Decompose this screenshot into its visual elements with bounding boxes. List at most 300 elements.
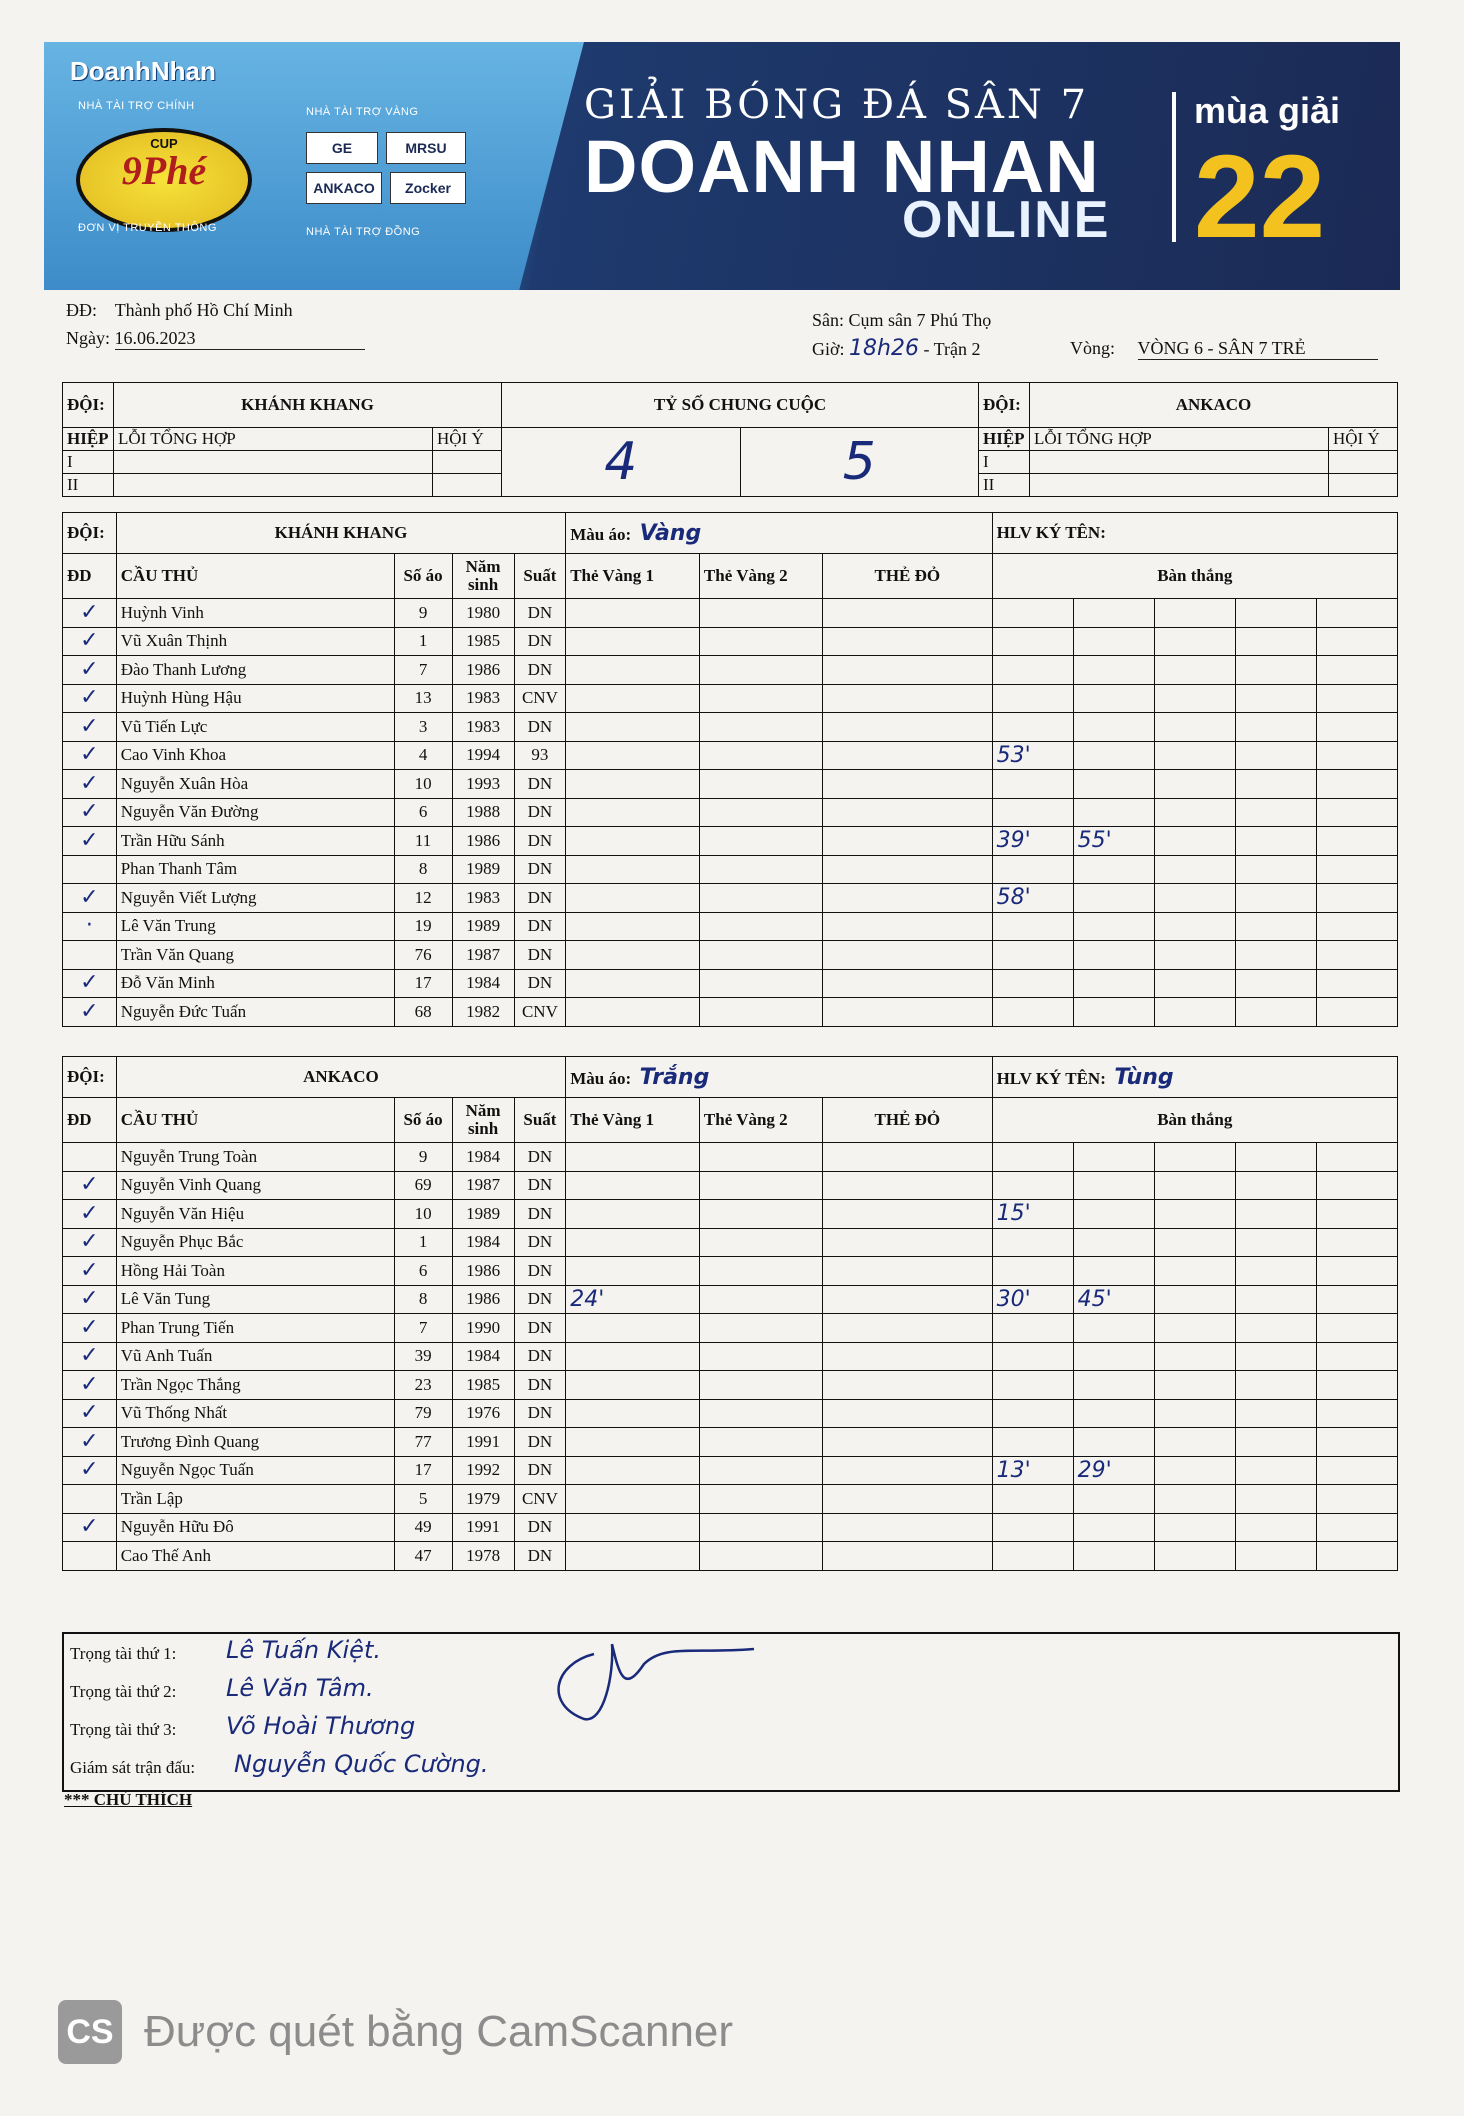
player-row: [63, 1342, 1398, 1371]
player-slot: DN: [514, 1342, 566, 1371]
red-card: [823, 912, 993, 941]
red-card: [823, 1542, 993, 1571]
shirt-color-a: Màu áo: Vàng: [566, 513, 992, 554]
goal-minute: [1073, 599, 1154, 628]
team-a-roster: ĐỘI: KHÁNH KHANG Màu áo: Vàng HLV KÝ TÊN: ĐD CẦU THỦ Số áo Năm sinh Suất Thẻ Vàng 1 Thẻ Vàng 2 THẺ ĐỎ Bàn thắng ✓ Huỳnh Vinh 9 1980 DN ✓ Vũ Xuân Thịnh 1 1985 DN ✓ Đào Thanh Lương 7 1986 DN ✓ Huỳnh Hùng Hậu 13 1983 CNV ✓ Vũ Tiến Lực 3 1983 DN ✓ Cao Vinh Khoa 4 1994 93 53' ✓ Nguyễn Xuân Hòa 10 1993 DN ✓ Nguyễn Văn Đường 6 1988 DN ✓ Trần Hữu Sánh 11 1986 DN 39' 55' Phan Thanh Tâm 8 1989 DN ✓ Nguyễn Viết Lượng 12 1983 DN 58' · Lê Văn Trung 19 1989 DN Trần Văn Quang 76 1987 DN ✓ Đỗ Văn Minh 17 1984 DN ✓ Nguyễn Đức Tuấn 68 1982 CNV: [62, 512, 1398, 1027]
goal-minute: [1235, 827, 1316, 856]
yellow-card-2: [699, 798, 822, 827]
player-name: Lê Văn Tung: [116, 1285, 394, 1314]
shirt-number: 10: [394, 770, 452, 799]
goal-minute: [1154, 770, 1235, 799]
goal-minute: [1154, 941, 1235, 970]
player-row: [63, 713, 1398, 742]
goal-minute: [1154, 1399, 1235, 1428]
yellow-card-1: [566, 1428, 700, 1457]
red-card: [823, 656, 993, 685]
goal-minute: [1316, 1428, 1397, 1457]
player-row: [63, 1428, 1398, 1457]
supervisor-signature: Nguyễn Quốc Cường.: [234, 1750, 489, 1778]
goal-minute: [1073, 941, 1154, 970]
goal-minute: [1154, 798, 1235, 827]
player-name: Phan Thanh Tâm: [116, 855, 394, 884]
camscanner-icon: CS: [58, 2000, 122, 2064]
red-card: [823, 684, 993, 713]
yellow-card-2: [699, 827, 822, 856]
shirt-number: 1: [394, 627, 452, 656]
red-card: [823, 941, 993, 970]
player-name: Đỗ Văn Minh: [116, 969, 394, 998]
goal-minute: [1316, 941, 1397, 970]
yellow-card-2: [699, 1371, 822, 1400]
birth-year: 1976: [452, 1399, 514, 1428]
shirt-number: 13: [394, 684, 452, 713]
location-row: ĐĐ: Thành phố Hồ Chí Minh: [66, 300, 293, 320]
goal-minute: [1316, 827, 1397, 856]
player-slot: DN: [514, 912, 566, 941]
goal-minute: [1235, 1399, 1316, 1428]
attendance-check: ✓: [63, 1228, 117, 1257]
attendance-check: ✓: [63, 599, 117, 628]
goal-minute: [1235, 998, 1316, 1027]
red-card: [823, 1171, 993, 1200]
attendance-check: ✓: [63, 1513, 117, 1542]
yellow-card-2: [699, 1200, 822, 1229]
birth-year: 1986: [452, 827, 514, 856]
player-slot: DN: [514, 969, 566, 998]
player-row: [63, 770, 1398, 799]
attendance-check: [63, 941, 117, 970]
gold-sponsor-label: NHÀ TÀI TRỢ VÀNG: [306, 106, 419, 118]
time-row: Giờ: 18h26 - Trận 2: [812, 336, 981, 361]
red-card: [823, 1314, 993, 1343]
player-slot: DN: [514, 884, 566, 913]
yellow-card-2: [699, 741, 822, 770]
shirt-color-b: Màu áo: Trắng: [566, 1057, 992, 1098]
goal-minute: [1073, 1257, 1154, 1286]
shirt-number: 76: [394, 941, 452, 970]
attendance-check: ✓: [63, 770, 117, 799]
birth-year: 1993: [452, 770, 514, 799]
player-slot: DN: [514, 627, 566, 656]
goal-minute: [992, 1542, 1073, 1571]
cup-9phe-logo: CUP 9Phé: [76, 128, 252, 232]
goal-minute: [1154, 1542, 1235, 1571]
yellow-card-2: [699, 770, 822, 799]
goal-minute: [1235, 1513, 1316, 1542]
goal-minute: [1073, 1143, 1154, 1172]
player-name: Nguyễn Đức Tuấn: [116, 998, 394, 1027]
shirt-number: 39: [394, 1342, 452, 1371]
shirt-number: 9: [394, 1143, 452, 1172]
referee-scribble-signature: [524, 1634, 804, 1734]
red-card: [823, 1513, 993, 1542]
player-slot: DN: [514, 798, 566, 827]
red-card: [823, 1228, 993, 1257]
final-score-label: TỶ SỐ CHUNG CUỘC: [502, 383, 979, 428]
player-slot: DN: [514, 1285, 566, 1314]
player-slot: CNV: [514, 1485, 566, 1514]
player-slot: DN: [514, 656, 566, 685]
shirt-number: 79: [394, 1399, 452, 1428]
goal-minute: [992, 627, 1073, 656]
player-name: Huỳnh Vinh: [116, 599, 394, 628]
goal-minute: 53': [992, 741, 1073, 770]
player-name: Vũ Tiến Lực: [116, 713, 394, 742]
player-row: [63, 1542, 1398, 1571]
yellow-card-1: [566, 855, 700, 884]
player-slot: DN: [514, 1200, 566, 1229]
goal-minute: [1316, 1171, 1397, 1200]
shirt-number: 12: [394, 884, 452, 913]
goal-minute: [1316, 656, 1397, 685]
sponsor-logo-mrsu: MRSU: [386, 132, 466, 164]
player-row: [63, 827, 1398, 856]
goal-minute: 45': [1073, 1285, 1154, 1314]
red-card: [823, 1200, 993, 1229]
goal-minute: [992, 1399, 1073, 1428]
goal-minute: [992, 770, 1073, 799]
player-row: [63, 1314, 1398, 1343]
player-slot: 93: [514, 741, 566, 770]
birth-year: 1987: [452, 941, 514, 970]
player-slot: DN: [514, 941, 566, 970]
supervisor-label: Giám sát trận đấu:: [70, 1758, 196, 1777]
red-card: [823, 884, 993, 913]
shirt-number: 68: [394, 998, 452, 1027]
player-name: Huỳnh Hùng Hậu: [116, 684, 394, 713]
goal-minute: [1073, 884, 1154, 913]
red-card: [823, 1456, 993, 1485]
red-card: [823, 770, 993, 799]
goal-minute: [1154, 1428, 1235, 1457]
player-slot: DN: [514, 1371, 566, 1400]
attendance-check: ✓: [63, 827, 117, 856]
team-a-roster-name: KHÁNH KHANG: [116, 513, 566, 554]
yellow-card-2: [699, 1143, 822, 1172]
player-row: [63, 741, 1398, 770]
player-row: [63, 884, 1398, 913]
goal-minute: [1154, 884, 1235, 913]
title-line-1: GIẢI BÓNG ĐÁ SÂN 7: [584, 82, 1090, 128]
red-card: [823, 798, 993, 827]
player-slot: DN: [514, 855, 566, 884]
venue-value: Cụm sân 7 Phú Thọ: [848, 310, 992, 330]
date-row: Ngày: 16.06.2023: [66, 328, 365, 350]
yellow-card-1: [566, 1513, 700, 1542]
birth-year: 1980: [452, 599, 514, 628]
attendance-check: ✓: [63, 1399, 117, 1428]
goal-minute: [992, 855, 1073, 884]
yellow-card-1: [566, 1171, 700, 1200]
player-row: [63, 1143, 1398, 1172]
birth-year: 1989: [452, 912, 514, 941]
yellow-card-1: [566, 969, 700, 998]
sponsor-logo-zocker: Zocker: [390, 172, 466, 204]
player-name: Đào Thanh Lương: [116, 656, 394, 685]
player-slot: DN: [514, 1542, 566, 1571]
goal-minute: [1235, 1456, 1316, 1485]
player-slot: DN: [514, 1143, 566, 1172]
goal-minute: [1073, 969, 1154, 998]
attendance-check: ✓: [63, 998, 117, 1027]
sponsor-logo-ge: GE: [306, 132, 378, 164]
birth-year: 1984: [452, 1228, 514, 1257]
player-row: [63, 1285, 1398, 1314]
player-name: Trương Đình Quang: [116, 1428, 394, 1457]
player-row: [63, 1399, 1398, 1428]
yellow-card-2: [699, 912, 822, 941]
goal-minute: [1073, 1428, 1154, 1457]
goal-minute: [1235, 713, 1316, 742]
goal-minute: [1316, 1200, 1397, 1229]
player-row: [63, 684, 1398, 713]
yellow-card-1: [566, 770, 700, 799]
shirt-number: 19: [394, 912, 452, 941]
goal-minute: [1235, 1371, 1316, 1400]
red-card: [823, 1371, 993, 1400]
goal-minute: [1316, 912, 1397, 941]
attendance-check: [63, 855, 117, 884]
goal-minute: [1154, 855, 1235, 884]
yellow-card-1: [566, 656, 700, 685]
yellow-card-2: [699, 1314, 822, 1343]
goal-minute: [1073, 770, 1154, 799]
attendance-check: ✓: [63, 1171, 117, 1200]
red-card: [823, 998, 993, 1027]
yellow-card-1: [566, 627, 700, 656]
yellow-card-1: [566, 1371, 700, 1400]
red-card: [823, 599, 993, 628]
attendance-check: ✓: [63, 969, 117, 998]
goal-minute: [1154, 741, 1235, 770]
referee-3-label: Trọng tài thứ 3:: [70, 1720, 177, 1739]
birth-year: 1990: [452, 1314, 514, 1343]
notes-label: *** CHÚ THÍCH: [64, 1790, 193, 1809]
player-row: [63, 599, 1398, 628]
goal-minute: [1316, 1314, 1397, 1343]
birth-year: 1982: [452, 998, 514, 1027]
goal-minute: [1316, 741, 1397, 770]
red-card: [823, 1285, 993, 1314]
goal-minute: [1235, 656, 1316, 685]
player-row: [63, 1171, 1398, 1200]
header-banner: [44, 42, 1400, 290]
goal-minute: [1073, 1513, 1154, 1542]
player-row: [63, 656, 1398, 685]
yellow-card-2: [699, 1399, 822, 1428]
player-slot: DN: [514, 1314, 566, 1343]
goal-minute: [1235, 855, 1316, 884]
referee-1-label: Trọng tài thứ 1:: [70, 1644, 177, 1663]
shirt-number: 77: [394, 1428, 452, 1457]
yellow-card-1: [566, 798, 700, 827]
player-slot: DN: [514, 599, 566, 628]
red-card: [823, 1143, 993, 1172]
goal-minute: [1154, 1456, 1235, 1485]
birth-year: 1984: [452, 969, 514, 998]
shirt-number: 6: [394, 1257, 452, 1286]
shirt-number: 17: [394, 969, 452, 998]
goal-minute: [1154, 627, 1235, 656]
yellow-card-2: [699, 855, 822, 884]
birth-year: 1983: [452, 684, 514, 713]
red-card: [823, 1257, 993, 1286]
yellow-card-2: [699, 941, 822, 970]
goal-minute: [1154, 599, 1235, 628]
goal-minute: [1316, 1542, 1397, 1571]
bronze-sponsor-label: NHÀ TÀI TRỢ ĐỒNG: [306, 226, 421, 238]
yellow-card-2: [699, 1257, 822, 1286]
attendance-check: ✓: [63, 798, 117, 827]
birth-year: 1991: [452, 1513, 514, 1542]
referee-2-signature: Lê Văn Tâm.: [226, 1674, 374, 1702]
goal-minute: [1073, 1342, 1154, 1371]
birth-year: 1986: [452, 1285, 514, 1314]
date-value: 16.06.2023: [115, 328, 365, 350]
goal-minute: [1235, 1428, 1316, 1457]
shirt-number: 10: [394, 1200, 452, 1229]
referee-3-signature: Võ Hoài Thương: [226, 1712, 416, 1740]
player-row: [63, 627, 1398, 656]
yellow-card-1: [566, 1200, 700, 1229]
goal-minute: [1073, 1171, 1154, 1200]
attendance-check: ✓: [63, 741, 117, 770]
goal-minute: [1073, 1485, 1154, 1514]
score-summary-table: ĐỘI: KHÁNH KHANG TỶ SỐ CHUNG CUỘC ĐỘI: ANKACO HIỆP LỖI TỔNG HỢP HỘI Ý 4 5 HIỆP LỖI TỔNG HỢP HỘI Ý I I II II: [62, 382, 1398, 497]
player-slot: DN: [514, 713, 566, 742]
goal-minute: [1316, 1257, 1397, 1286]
goal-minute: [1316, 684, 1397, 713]
goal-minute: [1154, 998, 1235, 1027]
red-card: [823, 855, 993, 884]
player-name: Nguyễn Phục Bắc: [116, 1228, 394, 1257]
birth-year: 1979: [452, 1485, 514, 1514]
yellow-card-2: [699, 627, 822, 656]
media-label: ĐƠN VỊ TRUYỀN THÔNG: [78, 222, 217, 234]
yellow-card-1: [566, 1257, 700, 1286]
red-card: [823, 1428, 993, 1457]
goal-minute: [992, 1485, 1073, 1514]
title-line-2: DOANH NHAN: [584, 125, 1100, 208]
goal-minute: [1316, 599, 1397, 628]
goal-minute: [1235, 798, 1316, 827]
season-label: mùa giải: [1194, 90, 1341, 131]
yellow-card-2: [699, 1171, 822, 1200]
player-slot: DN: [514, 1513, 566, 1542]
attendance-check: ✓: [63, 884, 117, 913]
yellow-card-1: [566, 1542, 700, 1571]
goal-minute: [1316, 884, 1397, 913]
player-row: [63, 998, 1398, 1027]
birth-year: 1983: [452, 713, 514, 742]
goal-minute: [992, 1513, 1073, 1542]
player-name: Nguyễn Xuân Hòa: [116, 770, 394, 799]
goal-minute: [1316, 969, 1397, 998]
goal-minute: [1316, 998, 1397, 1027]
goal-minute: [1154, 1342, 1235, 1371]
yellow-card-1: [566, 827, 700, 856]
player-name: Trần Ngọc Thắng: [116, 1371, 394, 1400]
player-slot: DN: [514, 1456, 566, 1485]
goal-minute: [1154, 1513, 1235, 1542]
goal-minute: [1316, 1456, 1397, 1485]
goal-minute: [1073, 1542, 1154, 1571]
shirt-number: 17: [394, 1456, 452, 1485]
birth-year: 1985: [452, 627, 514, 656]
yellow-card-1: [566, 1143, 700, 1172]
goal-minute: 55': [1073, 827, 1154, 856]
yellow-card-1: [566, 912, 700, 941]
goal-minute: 29': [1073, 1456, 1154, 1485]
yellow-card-2: [699, 884, 822, 913]
player-slot: DN: [514, 827, 566, 856]
goal-minute: [1235, 599, 1316, 628]
birth-year: 1985: [452, 1371, 514, 1400]
goal-minute: [1235, 1143, 1316, 1172]
goal-minute: [1235, 1200, 1316, 1229]
attendance-check: ✓: [63, 1314, 117, 1343]
goal-minute: [1154, 656, 1235, 685]
yellow-card-2: [699, 684, 822, 713]
goal-minute: [1154, 1485, 1235, 1514]
goal-minute: [992, 941, 1073, 970]
player-name: Nguyễn Ngọc Tuấn: [116, 1456, 394, 1485]
player-name: Trần Hữu Sánh: [116, 827, 394, 856]
player-name: Vũ Anh Tuấn: [116, 1342, 394, 1371]
yellow-card-2: [699, 969, 822, 998]
red-card: [823, 713, 993, 742]
attendance-check: ✓: [63, 1456, 117, 1485]
goal-minute: [1073, 912, 1154, 941]
red-card: [823, 969, 993, 998]
player-name: Vũ Thống Nhất: [116, 1399, 394, 1428]
yellow-card-2: [699, 599, 822, 628]
doanhnhan-logo: DoanhNhan: [70, 56, 216, 86]
goal-minute: [1235, 1342, 1316, 1371]
goal-minute: [1073, 1200, 1154, 1229]
yellow-card-1: [566, 941, 700, 970]
referee-2-label: Trọng tài thứ 2:: [70, 1682, 177, 1701]
goal-minute: [992, 1342, 1073, 1371]
red-card: [823, 741, 993, 770]
goal-minute: [1154, 912, 1235, 941]
goal-minute: [1073, 684, 1154, 713]
player-name: Nguyễn Vinh Quang: [116, 1171, 394, 1200]
goal-minute: [1235, 627, 1316, 656]
player-name: Nguyễn Văn Hiệu: [116, 1200, 394, 1229]
player-row: [63, 969, 1398, 998]
player-slot: DN: [514, 1428, 566, 1457]
player-slot: DN: [514, 1399, 566, 1428]
goal-minute: [992, 912, 1073, 941]
goal-minute: [1073, 656, 1154, 685]
team-b-name: ANKACO: [1030, 383, 1398, 428]
red-card: [823, 1485, 993, 1514]
yellow-card-2: [699, 1342, 822, 1371]
shirt-number: 5: [394, 1485, 452, 1514]
yellow-card-2: [699, 656, 822, 685]
attendance-check: ✓: [63, 1342, 117, 1371]
goal-minute: [1235, 884, 1316, 913]
birth-year: 1978: [452, 1542, 514, 1571]
goal-minute: [1154, 827, 1235, 856]
birth-year: 1991: [452, 1428, 514, 1457]
coach-sign-b: HLV KÝ TÊN: Tùng: [992, 1057, 1397, 1098]
attendance-check: ✓: [63, 1285, 117, 1314]
player-row: [63, 941, 1398, 970]
goal-minute: [1235, 770, 1316, 799]
goal-minute: [1073, 1314, 1154, 1343]
